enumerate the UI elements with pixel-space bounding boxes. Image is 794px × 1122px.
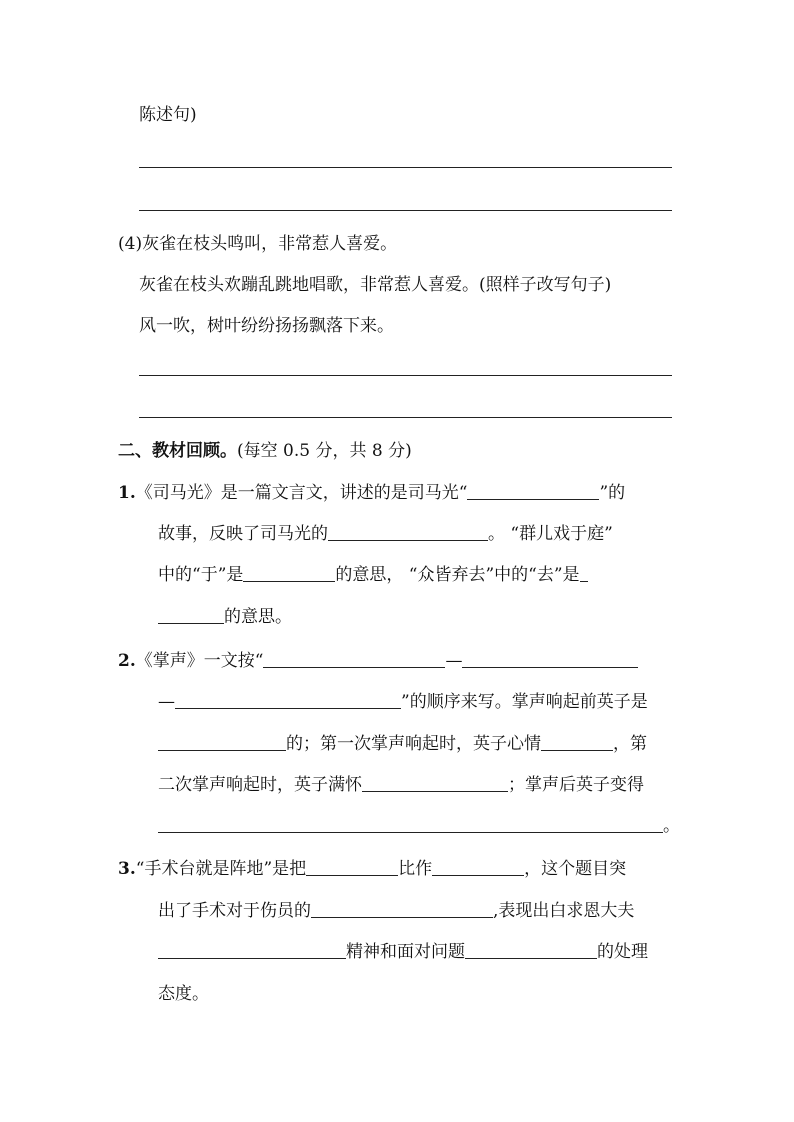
item-2-line-3: 的；第一次掌声响起时，英子心情 ，第 [158,733,647,755]
item-2-line-2: — ”的顺序来写。掌声响起前英子是 [158,692,648,712]
item-1-line-3: 中的“于”是 的意思， “众皆弃去”中的“去”是 [158,564,588,586]
blank[interactable] [362,775,508,792]
answer-line[interactable] [139,167,672,168]
blank[interactable] [158,607,224,624]
question-3-tail: 陈述句) [139,105,197,125]
item-2-line-1: 2.《掌声》一文按“ — [118,650,638,672]
item-number: 1. [118,483,136,503]
blank[interactable] [467,483,599,500]
answer-line[interactable] [139,210,672,211]
item-1-line-2: 故事，反映了司马光的 。 “群儿戏于庭” [158,524,613,544]
question-4-example: 灰雀在枝头欢蹦乱跳地唱歌，非常惹人喜爱。(照样子改写句子) [139,275,612,295]
blank[interactable] [158,942,346,959]
blank[interactable] [462,651,638,668]
blank[interactable] [158,816,663,833]
item-number: 3. [118,859,136,879]
question-4-label: (4)灰雀在枝头鸣叫，非常惹人喜爱。 [118,234,398,254]
answer-line[interactable] [139,417,672,418]
blank[interactable] [158,734,286,751]
item-2-line-5: 。 [158,815,680,837]
answer-line[interactable] [139,375,672,376]
blank[interactable] [311,901,493,918]
blank[interactable] [328,524,488,541]
section-score: (每空 0.5 分，共 8 分) [237,441,412,461]
item-3-line-4: 态度。 [158,984,209,1004]
section-title: 二、教材回顾。 [118,441,237,461]
item-3-line-2: 出了手术对于伤员的 ,表现出白求恩大夫 [158,901,635,921]
blank[interactable] [465,942,597,959]
section-heading [118,440,412,462]
blank[interactable] [541,734,613,751]
item-2-line-4: 二次掌声响起时，英子满怀 ；掌声后英子变得 [158,775,644,795]
question-4-prompt: 风一吹，树叶纷纷扬扬飘落下来。 [139,316,394,336]
blank[interactable] [306,859,398,876]
blank[interactable] [175,692,401,709]
item-3-line-1: 3.“手术台就是阵地”是把 比作 ，这个题目突 [118,859,627,879]
item-number: 2. [118,651,136,671]
item-1-line-4: 的意思。 [158,606,292,628]
blank[interactable] [432,859,524,876]
blank[interactable] [263,651,445,668]
item-1-line-1: 1.《司马光》是一篇文言文，讲述的是司马光“ ”的 [118,483,626,503]
blank[interactable] [243,565,335,582]
blank[interactable] [580,565,588,582]
item-3-line-3: 精神和面对问题 的处理 [158,941,648,963]
